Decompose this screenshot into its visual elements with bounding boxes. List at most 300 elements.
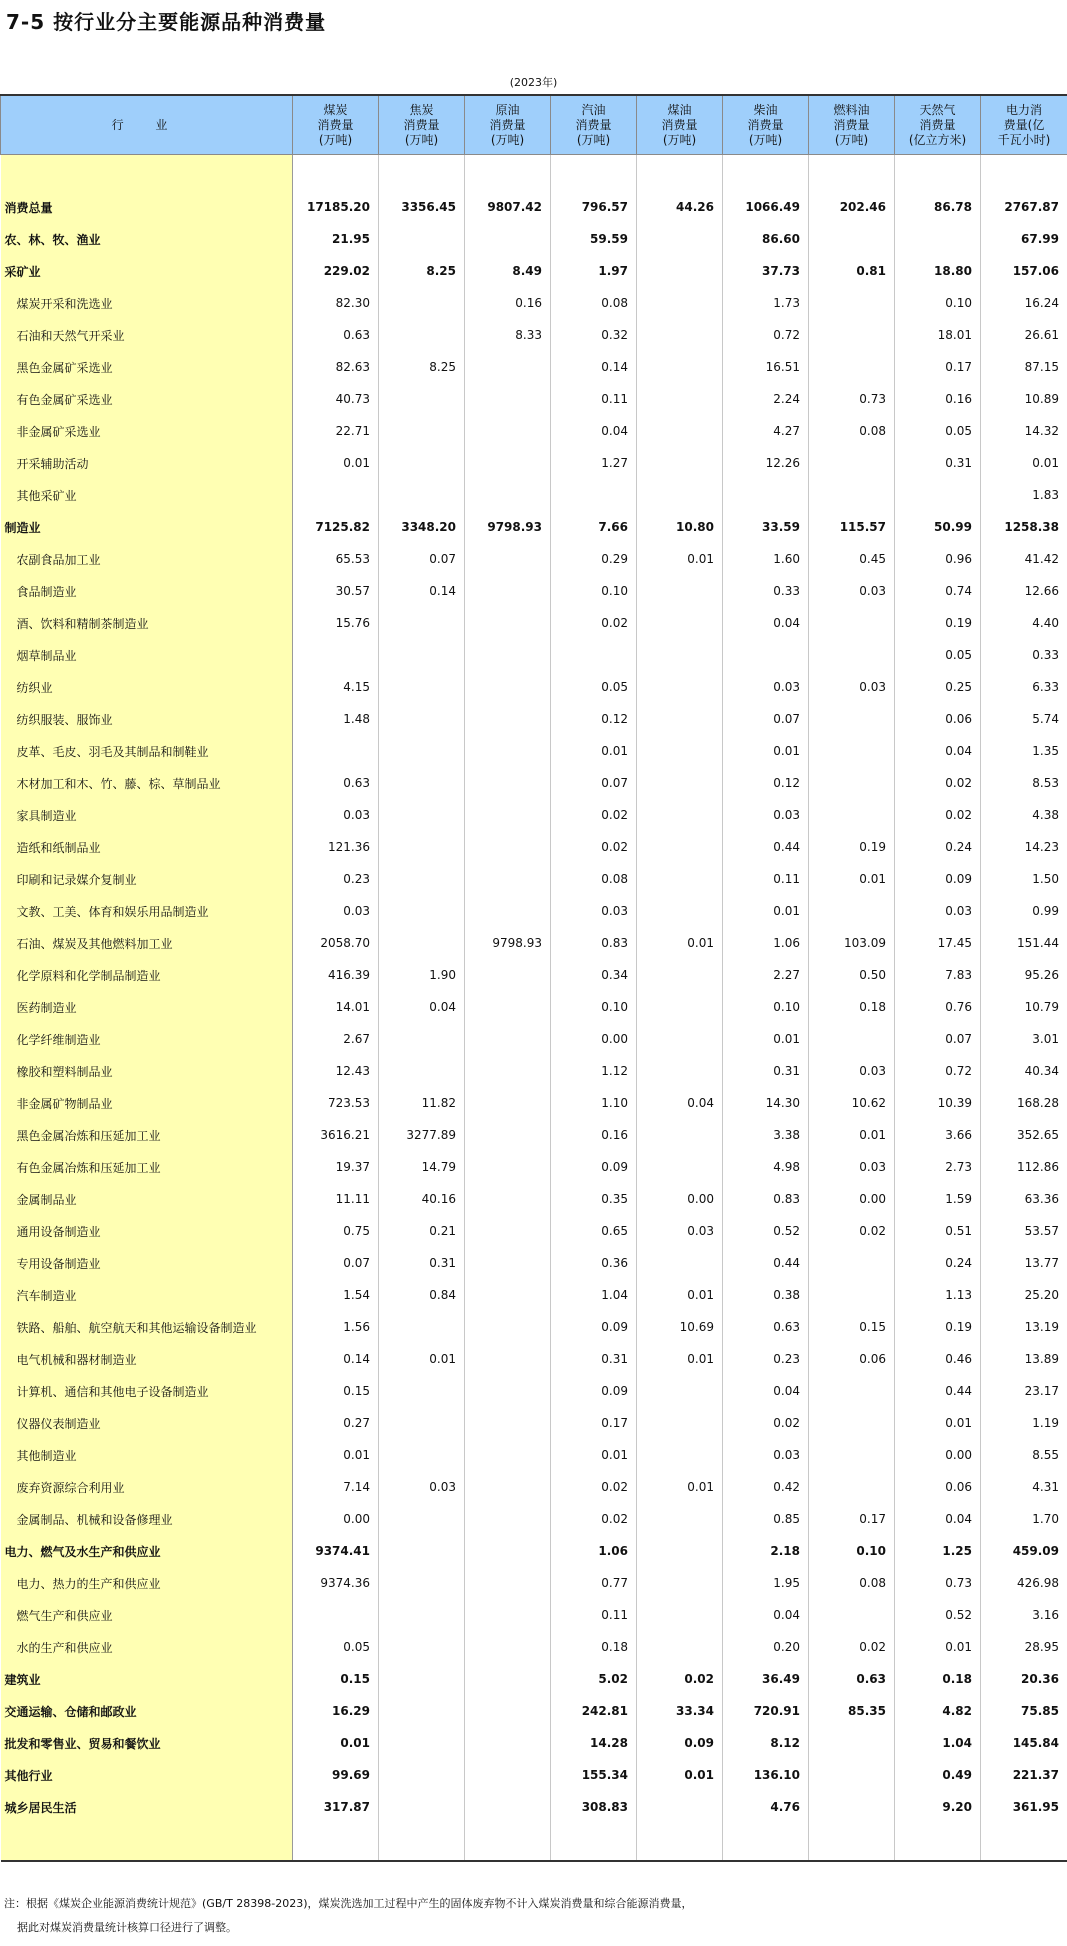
table-cell: 0.10 bbox=[895, 287, 981, 319]
table-cell: 10.80 bbox=[637, 511, 723, 543]
table-cell: 416.39 bbox=[293, 959, 379, 991]
table-row bbox=[1, 799, 1067, 831]
table-cell bbox=[809, 607, 895, 639]
industry-name: 化学纤维制造业 bbox=[1, 1023, 293, 1055]
table-cell: 0.44 bbox=[723, 831, 809, 863]
table-cell: 0.99 bbox=[981, 895, 1067, 927]
table-cell: 14.79 bbox=[379, 1151, 465, 1183]
table-row bbox=[1, 415, 1067, 447]
table-cell: 0.65 bbox=[551, 1215, 637, 1247]
table-cell: 4.38 bbox=[981, 799, 1067, 831]
table-cell: 15.76 bbox=[293, 607, 379, 639]
table-cell: 0.14 bbox=[551, 351, 637, 383]
table-row bbox=[1, 1119, 1067, 1151]
table-cell: 0.07 bbox=[723, 703, 809, 735]
table-cell: 23.17 bbox=[981, 1375, 1067, 1407]
table-cell: 4.82 bbox=[895, 1695, 981, 1727]
header-column bbox=[379, 95, 465, 155]
header-column-line: 消费量 bbox=[919, 117, 956, 132]
header-column-line: (万吨) bbox=[490, 132, 525, 147]
header-column-line: 消费量 bbox=[575, 117, 612, 132]
industry-name: 家具制造业 bbox=[1, 799, 293, 831]
table-cell: 0.16 bbox=[551, 1119, 637, 1151]
table-cell: 0.34 bbox=[551, 959, 637, 991]
table-row bbox=[1, 895, 1067, 927]
table-cell: 14.01 bbox=[293, 991, 379, 1023]
table-cell: 0.63 bbox=[723, 1311, 809, 1343]
industry-name: 有色金属矿采选业 bbox=[1, 383, 293, 415]
table-cell bbox=[637, 895, 723, 927]
industry-name: 食品制造业 bbox=[1, 575, 293, 607]
table-row bbox=[1, 607, 1067, 639]
table-cell: 20.36 bbox=[981, 1663, 1067, 1695]
table-cell bbox=[809, 1247, 895, 1279]
table-cell: 1.97 bbox=[551, 255, 637, 287]
table-cell: 0.75 bbox=[293, 1215, 379, 1247]
table-cell bbox=[379, 1727, 465, 1759]
table-cell: 0.83 bbox=[551, 927, 637, 959]
table-cell bbox=[637, 639, 723, 671]
table-cell: 0.76 bbox=[895, 991, 981, 1023]
table-cell bbox=[809, 319, 895, 351]
table-cell: 86.60 bbox=[723, 223, 809, 255]
table-cell: 0.01 bbox=[637, 927, 723, 959]
table-cell: 0.01 bbox=[723, 1023, 809, 1055]
table-cell: 0.85 bbox=[723, 1503, 809, 1535]
table-cell: 145.84 bbox=[981, 1727, 1067, 1759]
blank-cell bbox=[723, 1823, 809, 1861]
table-row bbox=[1, 639, 1067, 671]
table-cell: 352.65 bbox=[981, 1119, 1067, 1151]
table-body bbox=[1, 155, 1067, 1862]
table-cell bbox=[465, 1535, 551, 1567]
table-cell bbox=[465, 1663, 551, 1695]
table-cell: 1.90 bbox=[379, 959, 465, 991]
blank-cell bbox=[809, 155, 895, 192]
table-cell: 796.57 bbox=[551, 191, 637, 223]
table-cell: 67.99 bbox=[981, 223, 1067, 255]
table-cell bbox=[379, 1695, 465, 1727]
table-cell: 8.49 bbox=[465, 255, 551, 287]
blank-row bbox=[1, 1823, 1067, 1861]
table-cell: 19.37 bbox=[293, 1151, 379, 1183]
table-cell: 2.24 bbox=[723, 383, 809, 415]
table-row bbox=[1, 223, 1067, 255]
industry-name: 石油、煤炭及其他燃料加工业 bbox=[1, 927, 293, 959]
table-cell: 0.23 bbox=[723, 1343, 809, 1375]
table-cell: 0.01 bbox=[293, 447, 379, 479]
table-row bbox=[1, 1535, 1067, 1567]
table-cell bbox=[809, 1791, 895, 1823]
table-cell bbox=[809, 639, 895, 671]
table-cell bbox=[379, 1439, 465, 1471]
table-cell bbox=[465, 383, 551, 415]
table-row bbox=[1, 991, 1067, 1023]
industry-name: 石油和天然气开采业 bbox=[1, 319, 293, 351]
table-cell bbox=[465, 1695, 551, 1727]
table-cell bbox=[723, 639, 809, 671]
table-row bbox=[1, 1727, 1067, 1759]
table-cell bbox=[637, 479, 723, 511]
table-row bbox=[1, 1631, 1067, 1663]
table-cell bbox=[379, 1759, 465, 1791]
table-cell: 1.35 bbox=[981, 735, 1067, 767]
table-cell: 10.89 bbox=[981, 383, 1067, 415]
table-cell: 0.63 bbox=[293, 319, 379, 351]
table-cell: 0.08 bbox=[809, 1567, 895, 1599]
table-cell bbox=[809, 1407, 895, 1439]
table-cell bbox=[379, 1375, 465, 1407]
table-cell: 0.31 bbox=[551, 1343, 637, 1375]
header-column bbox=[895, 95, 981, 155]
table-cell bbox=[379, 607, 465, 639]
industry-name: 通用设备制造业 bbox=[1, 1215, 293, 1247]
table-cell: 1.48 bbox=[293, 703, 379, 735]
table-cell: 0.31 bbox=[723, 1055, 809, 1087]
table-cell bbox=[465, 959, 551, 991]
table-cell bbox=[465, 1311, 551, 1343]
table-cell: 0.51 bbox=[895, 1215, 981, 1247]
table-cell: 0.02 bbox=[551, 799, 637, 831]
header-column bbox=[465, 95, 551, 155]
table-cell: 0.49 bbox=[895, 1759, 981, 1791]
table-cell bbox=[379, 1791, 465, 1823]
table-cell bbox=[465, 1023, 551, 1055]
table-cell bbox=[379, 1663, 465, 1695]
industry-name: 纺织服装、服饰业 bbox=[1, 703, 293, 735]
table-cell: 0.03 bbox=[895, 895, 981, 927]
table-cell bbox=[465, 735, 551, 767]
table-cell: 0.24 bbox=[895, 831, 981, 863]
table-cell: 0.01 bbox=[723, 735, 809, 767]
table-cell: 0.00 bbox=[637, 1183, 723, 1215]
table-cell: 168.28 bbox=[981, 1087, 1067, 1119]
table-cell bbox=[809, 1375, 895, 1407]
table-cell: 9374.36 bbox=[293, 1567, 379, 1599]
table-cell: 0.45 bbox=[809, 543, 895, 575]
table-cell bbox=[637, 1023, 723, 1055]
industry-name: 化学原料和化学制品制造业 bbox=[1, 959, 293, 991]
table-cell: 9798.93 bbox=[465, 511, 551, 543]
table-cell bbox=[809, 447, 895, 479]
table-cell: 41.42 bbox=[981, 543, 1067, 575]
table-cell: 10.62 bbox=[809, 1087, 895, 1119]
table-cell bbox=[465, 1279, 551, 1311]
table-cell: 0.32 bbox=[551, 319, 637, 351]
table-cell: 10.39 bbox=[895, 1087, 981, 1119]
table-cell: 1.54 bbox=[293, 1279, 379, 1311]
table-cell bbox=[379, 831, 465, 863]
table-cell bbox=[637, 991, 723, 1023]
table-row bbox=[1, 1663, 1067, 1695]
table-cell bbox=[809, 223, 895, 255]
table-cell bbox=[637, 863, 723, 895]
blank-cell bbox=[465, 1823, 551, 1861]
table-cell: 0.15 bbox=[293, 1663, 379, 1695]
table-cell: 0.27 bbox=[293, 1407, 379, 1439]
table-cell: 4.40 bbox=[981, 607, 1067, 639]
table-row bbox=[1, 1791, 1067, 1823]
header-industry: 行 业 bbox=[1, 95, 293, 155]
table-cell: 17.45 bbox=[895, 927, 981, 959]
blank-cell bbox=[809, 1823, 895, 1861]
table-cell: 12.66 bbox=[981, 575, 1067, 607]
table-row bbox=[1, 191, 1067, 223]
table-cell: 0.35 bbox=[551, 1183, 637, 1215]
table-cell: 3.01 bbox=[981, 1023, 1067, 1055]
table-cell bbox=[637, 1375, 723, 1407]
table-cell: 0.04 bbox=[723, 1375, 809, 1407]
table-row bbox=[1, 447, 1067, 479]
blank-cell bbox=[379, 155, 465, 192]
industry-name: 农、林、牧、渔业 bbox=[1, 223, 293, 255]
table-cell: 7.83 bbox=[895, 959, 981, 991]
table-cell: 0.02 bbox=[551, 831, 637, 863]
table-cell bbox=[465, 479, 551, 511]
table-cell: 0.08 bbox=[551, 863, 637, 895]
table-cell: 2.67 bbox=[293, 1023, 379, 1055]
blank-cell bbox=[379, 1823, 465, 1861]
table-cell: 17185.20 bbox=[293, 191, 379, 223]
table-cell: 0.01 bbox=[637, 543, 723, 575]
table-cell: 426.98 bbox=[981, 1567, 1067, 1599]
table-cell: 459.09 bbox=[981, 1535, 1067, 1567]
table-cell bbox=[551, 639, 637, 671]
table-cell: 0.04 bbox=[379, 991, 465, 1023]
industry-name: 有色金属冶炼和压延加工业 bbox=[1, 1151, 293, 1183]
table-cell: 0.03 bbox=[809, 1151, 895, 1183]
table-cell: 8.25 bbox=[379, 351, 465, 383]
header-column-line: 费量(亿 bbox=[1003, 117, 1045, 132]
industry-name: 交通运输、仓储和邮政业 bbox=[1, 1695, 293, 1727]
table-cell bbox=[379, 671, 465, 703]
table-cell: 0.19 bbox=[895, 607, 981, 639]
industry-name: 开采辅助活动 bbox=[1, 447, 293, 479]
table-cell: 0.14 bbox=[379, 575, 465, 607]
table-cell: 0.00 bbox=[809, 1183, 895, 1215]
table-cell: 0.04 bbox=[723, 607, 809, 639]
footnote-line-1: 注：根据《煤炭企业能源消费统计规范》(GB/T 28398-2023)，煤炭洗选加工过程中产生的固体废弃物不计入煤炭消费量和综合能源消费量， bbox=[4, 1897, 693, 1910]
table-cell: 11.11 bbox=[293, 1183, 379, 1215]
table-cell: 26.61 bbox=[981, 319, 1067, 351]
table-cell bbox=[379, 479, 465, 511]
table-cell bbox=[465, 223, 551, 255]
table-cell: 1.56 bbox=[293, 1311, 379, 1343]
table-cell: 8.33 bbox=[465, 319, 551, 351]
industry-name: 燃气生产和供应业 bbox=[1, 1599, 293, 1631]
header-column-line: 煤炭 bbox=[323, 102, 348, 117]
table-cell bbox=[465, 991, 551, 1023]
table-cell: 0.09 bbox=[551, 1151, 637, 1183]
table-cell: 14.30 bbox=[723, 1087, 809, 1119]
blank-cell bbox=[895, 1823, 981, 1861]
table-cell: 0.07 bbox=[895, 1023, 981, 1055]
table-cell: 0.52 bbox=[723, 1215, 809, 1247]
table-cell bbox=[637, 447, 723, 479]
header-column bbox=[981, 95, 1067, 155]
table-cell: 0.25 bbox=[895, 671, 981, 703]
table-cell bbox=[465, 1151, 551, 1183]
table-cell bbox=[637, 351, 723, 383]
header-column-line: 消费量 bbox=[661, 117, 698, 132]
table-cell: 1.06 bbox=[723, 927, 809, 959]
table-cell: 1.70 bbox=[981, 1503, 1067, 1535]
table-cell: 0.07 bbox=[551, 767, 637, 799]
header-column-line: 消费量 bbox=[317, 117, 354, 132]
table-cell bbox=[465, 895, 551, 927]
table-row bbox=[1, 1343, 1067, 1375]
table-row bbox=[1, 479, 1067, 511]
table-cell: 0.33 bbox=[981, 639, 1067, 671]
table-cell: 0.05 bbox=[293, 1631, 379, 1663]
header-column-line: 原油 bbox=[495, 102, 520, 117]
table-cell: 14.28 bbox=[551, 1727, 637, 1759]
table-row bbox=[1, 1375, 1067, 1407]
table-cell: 0.02 bbox=[723, 1407, 809, 1439]
table-cell: 2.27 bbox=[723, 959, 809, 991]
blank-cell bbox=[465, 155, 551, 192]
table-cell: 63.36 bbox=[981, 1183, 1067, 1215]
table-cell: 112.86 bbox=[981, 1151, 1067, 1183]
table-cell: 16.51 bbox=[723, 351, 809, 383]
table-cell: 0.01 bbox=[895, 1631, 981, 1663]
blank-cell bbox=[1, 1823, 293, 1861]
table-cell bbox=[637, 735, 723, 767]
table-cell: 0.81 bbox=[809, 255, 895, 287]
table-cell: 1.13 bbox=[895, 1279, 981, 1311]
table-cell: 0.09 bbox=[637, 1727, 723, 1759]
table-cell: 9807.42 bbox=[465, 191, 551, 223]
energy-consumption-table bbox=[0, 94, 1067, 1862]
table-cell: 2058.70 bbox=[293, 927, 379, 959]
table-cell: 0.63 bbox=[293, 767, 379, 799]
table-cell: 0.63 bbox=[809, 1663, 895, 1695]
header-column bbox=[723, 95, 809, 155]
table-cell bbox=[379, 703, 465, 735]
table-cell: 1.83 bbox=[981, 479, 1067, 511]
table-cell: 10.79 bbox=[981, 991, 1067, 1023]
table-cell: 0.03 bbox=[293, 895, 379, 927]
blank-cell bbox=[1, 155, 293, 192]
table-cell bbox=[465, 447, 551, 479]
table-cell bbox=[465, 703, 551, 735]
industry-name: 印刷和记录媒介复制业 bbox=[1, 863, 293, 895]
table-cell bbox=[809, 287, 895, 319]
table-row bbox=[1, 1599, 1067, 1631]
table-cell bbox=[809, 1599, 895, 1631]
industry-name: 批发和零售业、贸易和餐饮业 bbox=[1, 1727, 293, 1759]
table-cell: 0.00 bbox=[293, 1503, 379, 1535]
table-cell: 3.38 bbox=[723, 1119, 809, 1151]
table-cell bbox=[809, 799, 895, 831]
table-cell bbox=[379, 1631, 465, 1663]
table-cell: 1.27 bbox=[551, 447, 637, 479]
footnote-line-2: 据此对煤炭消费量统计核算口径进行了调整。 bbox=[17, 1921, 237, 1934]
header-column bbox=[637, 95, 723, 155]
table-cell bbox=[637, 575, 723, 607]
table-cell bbox=[637, 959, 723, 991]
table-cell: 0.01 bbox=[895, 1407, 981, 1439]
table-cell bbox=[465, 1215, 551, 1247]
table-cell: 0.01 bbox=[293, 1727, 379, 1759]
table-cell: 11.82 bbox=[379, 1087, 465, 1119]
industry-name: 专用设备制造业 bbox=[1, 1247, 293, 1279]
table-cell: 0.05 bbox=[895, 639, 981, 671]
table-row bbox=[1, 1215, 1067, 1247]
table-cell: 2.18 bbox=[723, 1535, 809, 1567]
table-cell: 0.38 bbox=[723, 1279, 809, 1311]
table-cell: 5.74 bbox=[981, 703, 1067, 735]
table-row bbox=[1, 1279, 1067, 1311]
industry-name: 计算机、通信和其他电子设备制造业 bbox=[1, 1375, 293, 1407]
table-row bbox=[1, 767, 1067, 799]
table-cell: 4.27 bbox=[723, 415, 809, 447]
table-row bbox=[1, 319, 1067, 351]
table-cell bbox=[379, 287, 465, 319]
table-cell: 229.02 bbox=[293, 255, 379, 287]
table-cell: 87.15 bbox=[981, 351, 1067, 383]
table-cell: 1066.49 bbox=[723, 191, 809, 223]
header-column-line: (万吨) bbox=[748, 132, 783, 147]
header-column-line: (万吨) bbox=[662, 132, 697, 147]
table-cell: 0.11 bbox=[551, 383, 637, 415]
table-cell bbox=[465, 1791, 551, 1823]
table-cell: 0.11 bbox=[551, 1599, 637, 1631]
table-cell: 0.72 bbox=[723, 319, 809, 351]
table-cell: 0.29 bbox=[551, 543, 637, 575]
table-cell bbox=[637, 1567, 723, 1599]
table-cell: 0.04 bbox=[895, 1503, 981, 1535]
table-cell: 0.02 bbox=[809, 1631, 895, 1663]
table-cell bbox=[637, 1151, 723, 1183]
table-cell bbox=[637, 1055, 723, 1087]
industry-name: 其他采矿业 bbox=[1, 479, 293, 511]
table-cell: 0.02 bbox=[895, 799, 981, 831]
table-cell bbox=[465, 1183, 551, 1215]
industry-name: 水的生产和供应业 bbox=[1, 1631, 293, 1663]
table-cell: 0.77 bbox=[551, 1567, 637, 1599]
table-cell: 6.33 bbox=[981, 671, 1067, 703]
table-cell bbox=[379, 1599, 465, 1631]
industry-name: 其他行业 bbox=[1, 1759, 293, 1791]
table-cell: 0.01 bbox=[379, 1343, 465, 1375]
table-cell: 0.09 bbox=[551, 1311, 637, 1343]
industry-name: 医药制造业 bbox=[1, 991, 293, 1023]
table-cell: 0.10 bbox=[551, 575, 637, 607]
table-cell bbox=[465, 639, 551, 671]
table-cell: 82.63 bbox=[293, 351, 379, 383]
table-cell: 0.05 bbox=[895, 415, 981, 447]
table-row bbox=[1, 831, 1067, 863]
table-cell: 0.01 bbox=[551, 1439, 637, 1471]
table-cell: 0.14 bbox=[293, 1343, 379, 1375]
table-cell: 7.14 bbox=[293, 1471, 379, 1503]
table-cell bbox=[465, 831, 551, 863]
table-cell bbox=[465, 1631, 551, 1663]
table-cell: 0.06 bbox=[895, 1471, 981, 1503]
table-cell: 53.57 bbox=[981, 1215, 1067, 1247]
table-cell bbox=[465, 1407, 551, 1439]
table-cell bbox=[379, 1535, 465, 1567]
table-cell bbox=[465, 1375, 551, 1407]
table-cell: 0.01 bbox=[637, 1759, 723, 1791]
industry-name: 采矿业 bbox=[1, 255, 293, 287]
table-cell: 136.10 bbox=[723, 1759, 809, 1791]
table-row bbox=[1, 671, 1067, 703]
table-cell bbox=[637, 703, 723, 735]
industry-name: 非金属矿物制品业 bbox=[1, 1087, 293, 1119]
table-cell: 18.01 bbox=[895, 319, 981, 351]
